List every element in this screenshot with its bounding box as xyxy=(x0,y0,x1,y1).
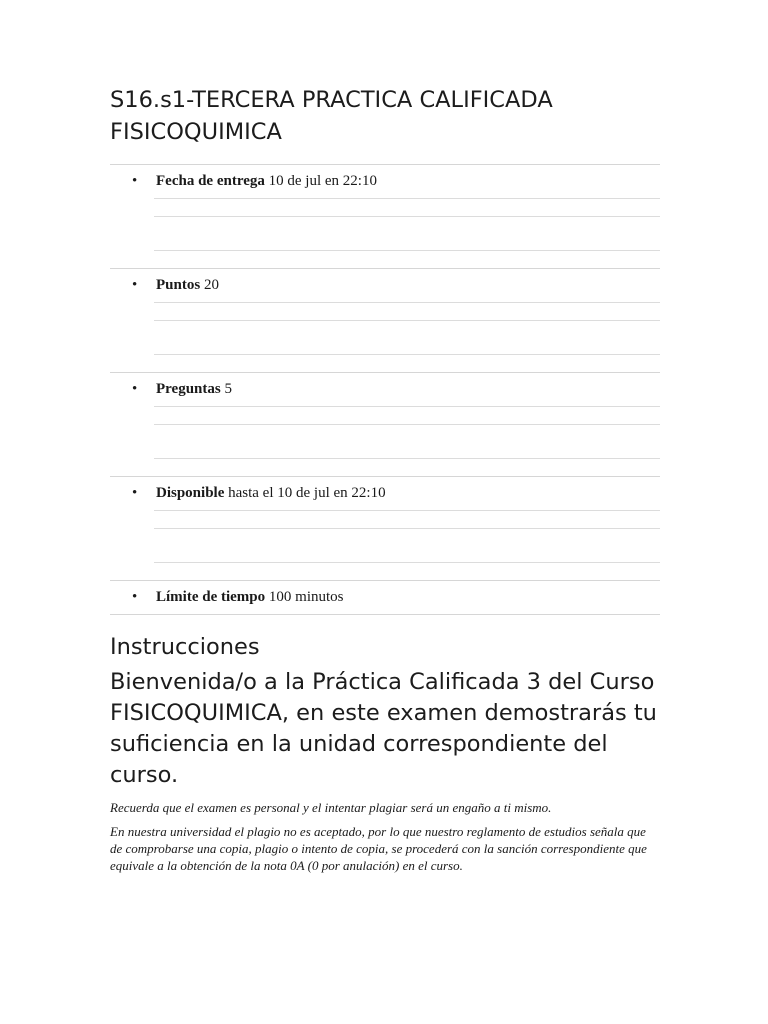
bullet-icon: • xyxy=(132,485,138,501)
bullet-icon: • xyxy=(132,381,138,397)
quiz-details-list xyxy=(110,164,660,615)
divider xyxy=(154,320,660,321)
detail-due-date xyxy=(110,165,660,269)
detail-label: Disponible xyxy=(156,485,225,501)
detail-label: Preguntas xyxy=(156,381,221,397)
divider xyxy=(154,562,660,563)
note-paragraph: Recuerda que el examen es personal y el intentar plagiar será un engaño a ti mismo. xyxy=(110,800,552,815)
divider xyxy=(154,510,660,511)
detail-available xyxy=(110,477,660,581)
detail-label: Puntos xyxy=(156,277,201,293)
detail-value: 20 xyxy=(200,277,219,293)
detail-value: 5 xyxy=(220,381,232,397)
detail-text xyxy=(156,373,232,406)
bullet-icon: • xyxy=(132,173,138,189)
welcome-heading: Bienvenida/o a la Práctica Calificada 3 del Curso FISICOQUIMICA, en este examen demostrarás tu suficiencia en la unidad correspondiente del curso. xyxy=(110,669,657,788)
detail-text xyxy=(156,581,344,614)
detail-questions xyxy=(110,373,660,477)
detail-value: hasta el 10 de jul en 22:10 xyxy=(224,485,386,501)
divider xyxy=(154,424,660,425)
detail-text xyxy=(156,269,219,302)
detail-time-limit xyxy=(110,581,660,615)
bullet-icon: • xyxy=(132,589,138,605)
detail-points xyxy=(110,269,660,373)
document-page xyxy=(110,84,660,881)
detail-value: 10 de jul en 22:10 xyxy=(264,173,377,189)
divider xyxy=(154,406,660,407)
divider xyxy=(154,458,660,459)
detail-label: Límite de tiempo xyxy=(156,589,266,605)
detail-text xyxy=(156,477,386,510)
instructions-heading: Instrucciones xyxy=(110,634,260,660)
divider xyxy=(154,302,660,303)
detail-label: Fecha de entrega xyxy=(156,173,265,189)
divider xyxy=(154,250,660,251)
page-title: S16.s1-TERCERA PRACTICA CALIFICADA FISICOQUIMICA xyxy=(110,87,553,145)
note-paragraph: En nuestra universidad el plagio no es aceptado, por lo que nuestro reglamento de estudios señala que de comprobarse una copia, plagio o intento de copia, se procederá con la sanción correspondiente que equivale a la obtención de la nota 0A (0 por anulación) en el curso. xyxy=(110,824,647,873)
detail-text xyxy=(156,165,377,198)
divider xyxy=(154,354,660,355)
divider xyxy=(154,198,660,199)
divider xyxy=(154,528,660,529)
bullet-icon: • xyxy=(132,277,138,293)
divider xyxy=(154,216,660,217)
detail-value: 100 minutos xyxy=(265,589,344,605)
